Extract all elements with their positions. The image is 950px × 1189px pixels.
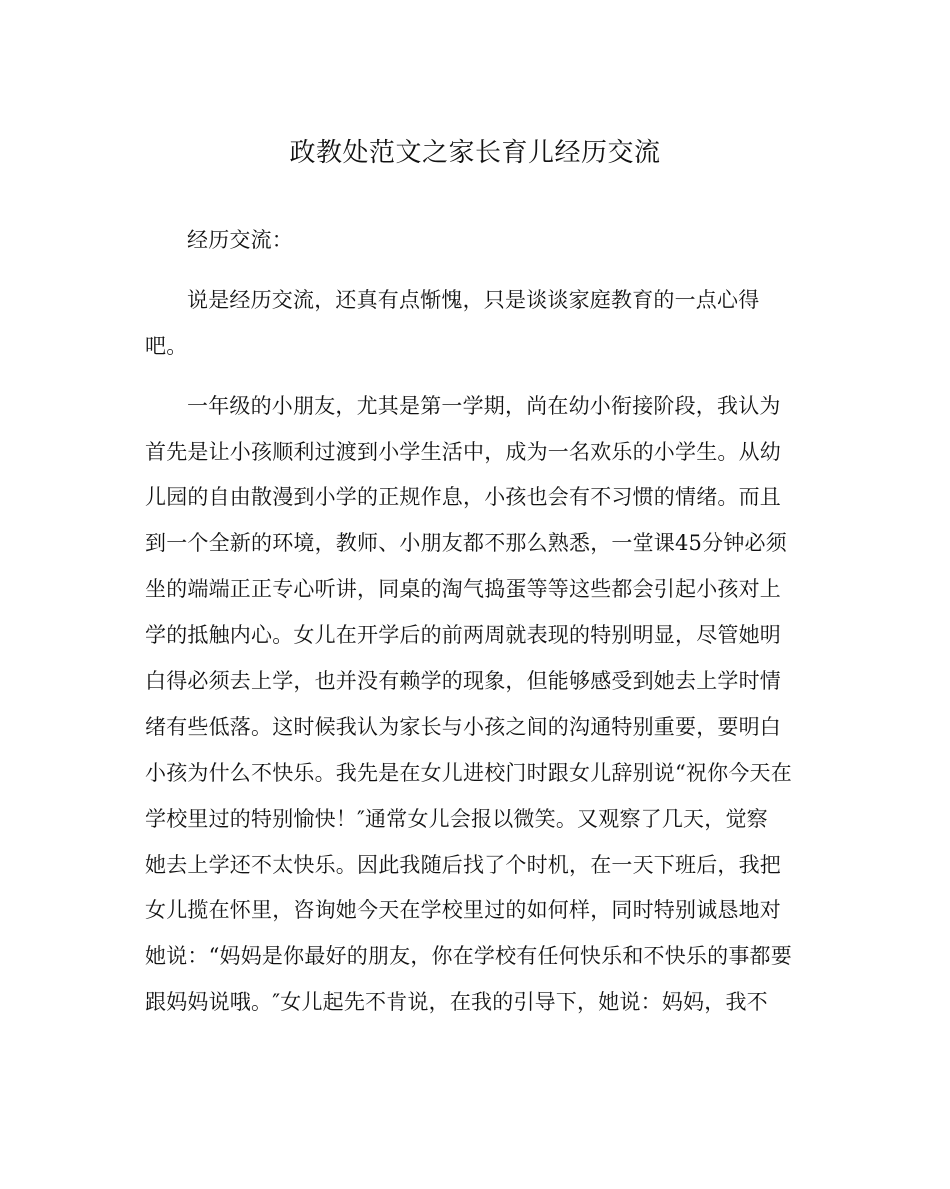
- paragraph-heading: 经历交流：: [187, 228, 293, 252]
- paragraph-line: 绪有些低落。这时候我认为家长与小孩之间的沟通特别重要，要明白: [145, 714, 781, 739]
- paragraph-line: 到一个全新的环境，教师、小朋友都不那么熟悉，一堂课45分钟必须: [145, 531, 787, 556]
- paragraph-line: 吧。: [145, 333, 188, 358]
- document-title: 政教处范文之家长育儿经历交流: [289, 138, 661, 168]
- paragraph-line: 跟妈妈说哦。″女儿起先不肯说，在我的引导下，她说：妈妈，我不: [145, 990, 768, 1015]
- paragraph-line: 她说：“妈妈是你最好的朋友，你在学校有任何快乐和不快乐的事都要: [145, 944, 792, 969]
- paragraph-line: 白得必须去上学，也并没有赖学的现象，但能够感受到她去上学时情: [145, 669, 781, 694]
- paragraph-line: 一年级的小朋友，尤其是第一学期，尚在幼小衔接阶段，我认为: [187, 393, 781, 418]
- paragraph-line: 首先是让小孩顺利过渡到小学生活中，成为一名欢乐的小学生。从幼: [145, 439, 781, 464]
- paragraph-line: 学的抵触内心。女儿在开学后的前两周就表现的特别明显，尽管她明: [145, 623, 781, 648]
- paragraph-line: 她去上学还不太快乐。因此我随后找了个时机，在一天下班后，我把: [145, 852, 781, 877]
- paragraph-line: 坐的端端正正专心听讲，同桌的淘气捣蛋等等这些都会引起小孩对上: [145, 577, 781, 602]
- paragraph-line: 女儿揽在怀里，咨询她今天在学校里过的如何样，同时特别诚恳地对: [145, 898, 781, 923]
- paragraph-line: 小孩为什么不快乐。我先是在女儿进校门时跟女儿辞别说“祝你今天在: [145, 760, 792, 785]
- paragraph-line: 儿园的自由散漫到小学的正规作息，小孩也会有不习惯的情绪。而且: [145, 485, 781, 510]
- paragraph-line: 说是经历交流，还真有点惭愧，只是谈谈家庭教育的一点心得: [187, 287, 760, 312]
- document-body: [145, 218, 815, 1026]
- paragraph-line: 学校里过的特别愉快！″通常女儿会报以微笑。又观察了几天，觉察: [145, 806, 768, 831]
